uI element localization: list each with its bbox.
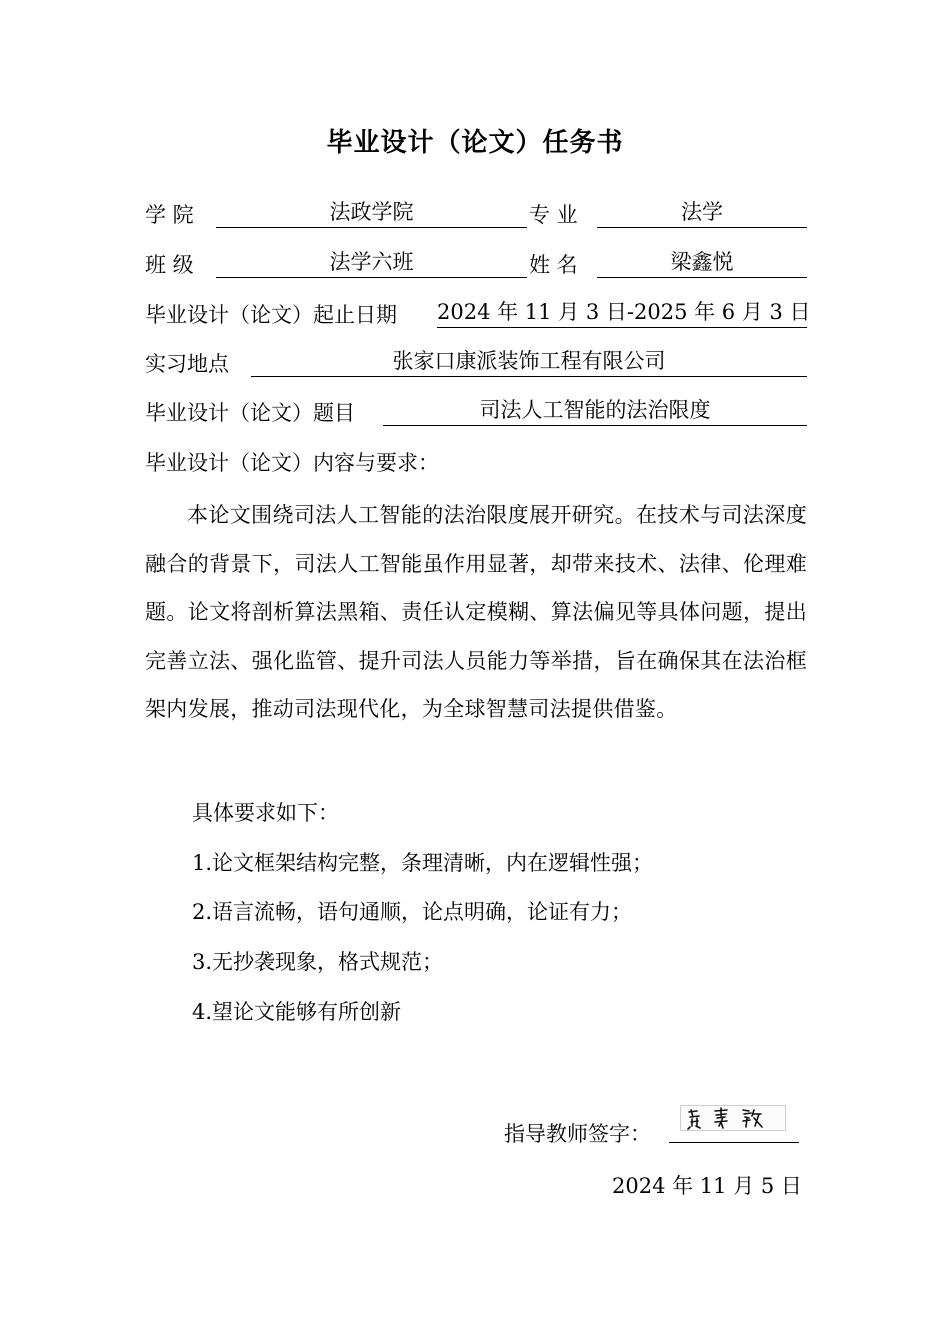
class-name-row [145,248,807,282]
student-name-label: 姓 名 [529,253,578,277]
period-row [145,298,811,332]
college-value: 法政学院 [329,200,414,224]
topic-row [145,396,807,430]
student-name-field [597,247,807,278]
content-label: 毕业设计（论文）内容与要求： [145,451,439,475]
major-label: 专 业 [529,203,578,227]
requirement-item: 4.望论文能够有所创新 [192,1000,402,1024]
requirement-item: 1.论文框架结构完整，条理清晰，内在逻辑性强； [192,851,654,875]
requirement-item: 3.无抄袭现象，格式规范； [192,950,444,974]
signature-date: 2024 年 11 月 5 日 [612,1174,802,1198]
period-value: 2024 年 11 月 3 日-2025 年 6 月 3 日 [437,300,811,324]
period-field [437,297,811,328]
advisor-signature-line [669,1142,799,1143]
internship-value: 张家口康派装饰工程有限公司 [392,349,666,373]
major-field [597,197,807,228]
content-paragraph: 本论文围绕司法人工智能的法治限度展开研究。在技术与司法深度融合的背景下，司法人工智能虽作用显著，却带来技术、法律、伦理难题。论文将剖析算法黑箱、责任认定模糊、算法偏见等具体问题，提出完善立法、强化监管、提升司法人员能力等举措，旨在确保其在法治框架内发展，推动司法现代化，为全球智慧司法提供借鉴。 [145,503,807,721]
period-label: 毕业设计（论文）起止日期 [145,303,397,327]
requirements-intro: 具体要求如下： [192,801,339,825]
signature-image [680,1105,786,1131]
class-value: 法学六班 [329,250,414,274]
handwritten-signature [681,1106,785,1130]
college-label: 学 院 [145,203,194,227]
student-name-value: 梁鑫悦 [670,250,734,274]
content-label-row [145,446,807,480]
topic-label: 毕业设计（论文）题目 [145,401,355,425]
class-label: 班 级 [145,253,194,277]
college-major-row [145,198,807,232]
topic-value: 司法人工智能的法治限度 [479,398,711,422]
document-title: 毕业设计（论文）任务书 [326,128,624,158]
college-field [216,197,527,228]
requirement-item: 2.语言流畅，语句通顺，论点明确，论证有力； [192,900,633,924]
major-value: 法学 [681,200,723,224]
advisor-signature-label: 指导教师签字： [504,1122,651,1146]
topic-field [383,395,807,426]
internship-row [145,347,807,381]
internship-field [251,346,807,377]
class-field [216,247,527,278]
internship-label: 实习地点 [145,352,229,376]
